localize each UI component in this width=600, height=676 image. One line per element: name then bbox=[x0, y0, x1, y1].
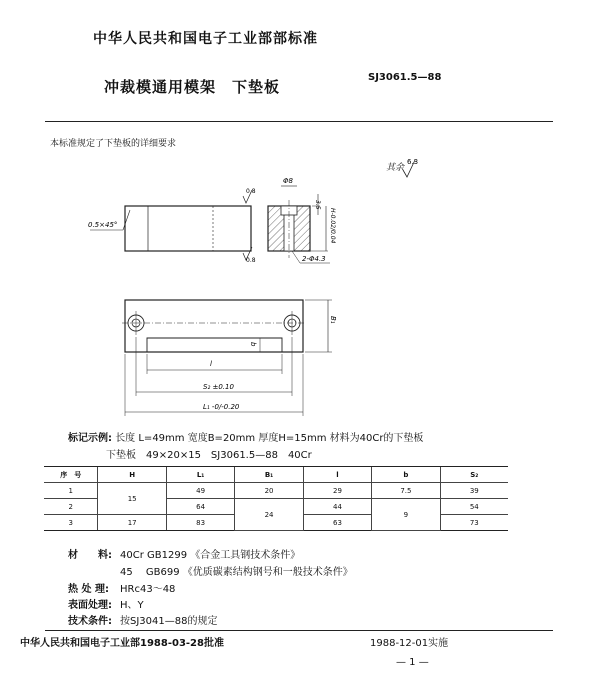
table-row bbox=[44, 483, 508, 499]
cell: 2 bbox=[44, 499, 98, 515]
cell: 44 bbox=[303, 499, 371, 515]
col-header-no: 序 号 bbox=[44, 467, 98, 483]
dim-l-label: l bbox=[210, 360, 212, 368]
roughness-default-label: 其余 bbox=[386, 163, 405, 173]
footer-divider bbox=[45, 630, 553, 631]
col-header-H: H bbox=[98, 467, 166, 483]
cell: 17 bbox=[98, 515, 166, 531]
cell: 54 bbox=[440, 499, 508, 515]
dim-thickness-label: H-0.02/0.04 bbox=[329, 208, 336, 244]
intro-text: 本标准规定了下垫板的详细要求 bbox=[50, 139, 177, 149]
requirement-material bbox=[68, 546, 300, 561]
dimension-table bbox=[44, 466, 508, 531]
roughness-top-label: 0.8 bbox=[246, 188, 256, 195]
page-number: — 1 — bbox=[396, 657, 429, 668]
requirement-value: 按SJ3041—88的规定 bbox=[120, 616, 218, 627]
section-view bbox=[268, 177, 336, 263]
cell: 39 bbox=[440, 483, 508, 499]
marking-example bbox=[68, 430, 423, 464]
requirement-key: 热 处 理: bbox=[68, 584, 109, 595]
dim-3.5-label: 3.5 bbox=[314, 200, 321, 210]
requirement-value: 45 GB699 《优质碳素结构钢号和一般技术条件》 bbox=[120, 567, 353, 578]
cell: 29 bbox=[303, 483, 371, 499]
requirement-technical bbox=[68, 612, 217, 627]
dim-phi8-label: Φ8 bbox=[283, 177, 293, 185]
cell: 73 bbox=[440, 515, 508, 531]
dim-holes-label: 2-Φ4.3 bbox=[302, 255, 326, 263]
requirement-key: 技术条件: bbox=[68, 616, 112, 627]
cell: 64 bbox=[166, 499, 234, 515]
col-header-l: l bbox=[303, 467, 371, 483]
document-title: 冲裁模通用模架 下垫板 bbox=[104, 78, 281, 96]
cell: 9 bbox=[372, 499, 440, 531]
col-header-B1: B₁ bbox=[235, 467, 303, 483]
dim-L-label: L₁ -0/-0.20 bbox=[203, 403, 240, 411]
requirement-heat-treatment bbox=[68, 580, 175, 595]
cell: 63 bbox=[303, 515, 371, 531]
table-header-row bbox=[44, 467, 508, 483]
plan-view bbox=[122, 300, 337, 416]
col-header-L1: L₁ bbox=[166, 467, 234, 483]
standard-code: SJ3061.5—88 bbox=[368, 72, 442, 83]
col-header-b: b bbox=[372, 467, 440, 483]
implementation-date: 1988-12-01实施 bbox=[370, 638, 449, 649]
cell: 3 bbox=[44, 515, 98, 531]
dim-B-label: B₁ bbox=[329, 316, 337, 324]
approval-line: 中华人民共和国电子工业部1988-03-28批准 bbox=[20, 638, 224, 649]
ministry-standard-heading: 中华人民共和国电子工业部部标准 bbox=[93, 31, 318, 47]
example-line1: 长度 L=49mm 宽度B=20mm 厚度H=15mm 材料为40Cr的下垫板 bbox=[115, 433, 424, 444]
requirement-key: 材 料: bbox=[68, 550, 112, 561]
cell: 15 bbox=[98, 483, 166, 515]
requirement-material-alt bbox=[120, 563, 353, 578]
requirement-surface bbox=[68, 596, 144, 611]
example-line2: 下垫板 49×20×15 SJ3061.5—88 40Cr bbox=[106, 450, 312, 461]
col-header-S2: S₂ bbox=[440, 467, 508, 483]
dim-S-label: S₂ ±0.10 bbox=[203, 383, 234, 391]
roughness-default-value: 6.3 bbox=[407, 158, 419, 166]
example-label: 标记示例: bbox=[68, 433, 112, 444]
chamfer-label: 0.5×45° bbox=[88, 221, 118, 229]
cell: 1 bbox=[44, 483, 98, 499]
cell: 7.5 bbox=[372, 483, 440, 499]
requirement-value: HRc43～48 bbox=[120, 584, 176, 595]
requirement-value: H、Y bbox=[120, 600, 144, 611]
roughness-bottom-label: 0.8 bbox=[246, 257, 256, 264]
dim-b-label: b bbox=[249, 342, 257, 347]
requirement-value: 40Cr GB1299 《合金工具钢技术条件》 bbox=[120, 550, 301, 561]
cell: 83 bbox=[166, 515, 234, 531]
cell: 20 bbox=[235, 483, 303, 499]
cell: 49 bbox=[166, 483, 234, 499]
roughness-symbol bbox=[403, 158, 418, 177]
cell: 24 bbox=[235, 499, 303, 531]
requirement-key: 表面处理: bbox=[68, 600, 112, 611]
side-view bbox=[88, 188, 256, 264]
